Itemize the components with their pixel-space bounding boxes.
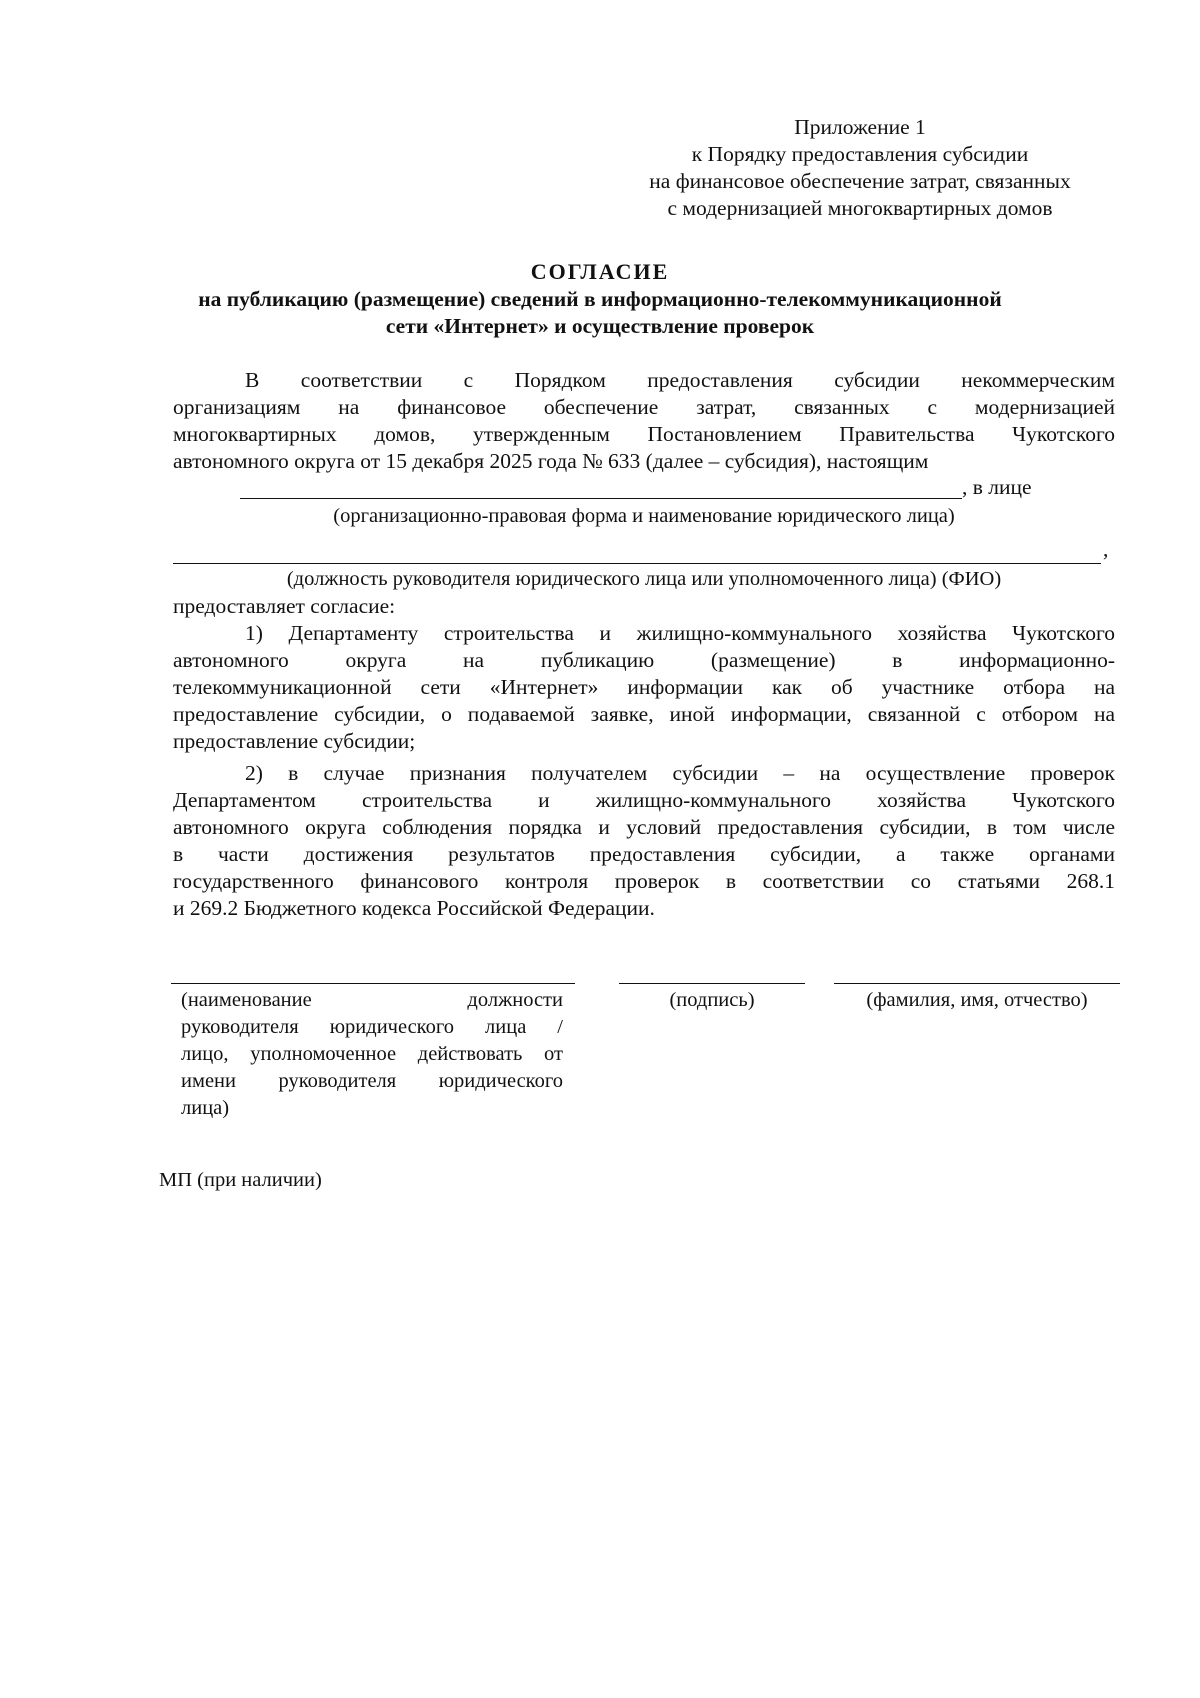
document-subtitle: сети «Интернет» и осуществление проверок — [385, 314, 815, 338]
organization-caption: (организационно-правовая форма и наименование юридического лица) — [333, 505, 955, 527]
paragraph-line: В соответствии с Порядком предоставления субсидии некоммерческим — [245, 368, 1115, 392]
signature-line[interactable] — [619, 983, 805, 984]
item1-line: 1) Департаменту строительства и жилищно-коммунального хозяйства Чукотского — [245, 621, 1115, 645]
position-caption-line: (наименование должности — [181, 989, 563, 1011]
position-signature-line[interactable] — [171, 983, 575, 984]
item2-line: и 269.2 Бюджетного кодекса Российской Федерации. — [173, 896, 655, 920]
signature-caption: (подпись) — [669, 989, 755, 1011]
item2-line: в части достижения результатов предоставления субсидии, а также органами — [173, 842, 1115, 866]
position-caption-line: лицо, уполномоченное действовать от — [181, 1043, 563, 1065]
in-person-text: , в лице — [962, 475, 1032, 499]
item2-line: 2) в случае признания получателем субсидии – на осуществление проверок — [245, 761, 1115, 785]
appendix-line: Приложение 1 — [794, 115, 926, 139]
position-caption-line: имени руководителя юридического — [181, 1070, 563, 1092]
head-person-caption: (должность руководителя юридического лица или уполномоченного лица) (ФИО) — [286, 568, 1002, 590]
paragraph-line: предоставляет согласие: — [173, 594, 396, 618]
document-subtitle: на публикацию (размещение) сведений в информационно-телекоммуникационной — [198, 287, 1002, 311]
full-name-signature-line[interactable] — [834, 983, 1120, 984]
item2-line: Департаментом строительства и жилищно-коммунального хозяйства Чукотского — [173, 788, 1115, 812]
position-caption — [181, 987, 563, 1122]
item2-line: автономного округа соблюдения порядка и условий предоставления субсидии, в том числе — [173, 815, 1115, 839]
comma-text: , — [1103, 537, 1109, 561]
appendix-line: к Порядку предоставления субсидии — [691, 142, 1029, 166]
full-name-caption: (фамилия, имя, отчество) — [866, 989, 1088, 1011]
organization-name-field[interactable] — [240, 474, 962, 499]
item1-line: телекоммуникационной сети «Интернет» информации как об участнике отбора на — [173, 675, 1115, 699]
document-title: СОГЛАСИЕ — [530, 259, 670, 284]
item1-line: предоставление субсидии, о подаваемой заявке, иной информации, связанной с отбором на — [173, 702, 1115, 726]
paragraph-line: автономного округа от 15 декабря 2025 года № 633 (далее – субсидия), настоящим — [173, 449, 929, 473]
item2-line: государственного финансового контроля проверок в соответствии со статьями 268.1 — [173, 869, 1115, 893]
item1-line: автономного округа на публикацию (размещение) в информационно- — [173, 648, 1115, 672]
appendix-line: на финансовое обеспечение затрат, связанных — [649, 169, 1071, 193]
position-caption-line: руководителя юридического лица / — [181, 1016, 563, 1038]
position-caption-line: лица) — [181, 1097, 230, 1119]
item1-line: предоставление субсидии; — [173, 729, 416, 753]
paragraph-line: многоквартирных домов, утвержденным Постановлением Правительства Чукотского — [173, 422, 1115, 446]
paragraph-line: организациям на финансовое обеспечение затрат, связанных с модернизацией — [173, 395, 1115, 419]
appendix-line: с модернизацией многоквартирных домов — [667, 196, 1053, 220]
head-person-field[interactable] — [173, 539, 1101, 564]
stamp-text: МП (при наличии) — [159, 1169, 322, 1191]
